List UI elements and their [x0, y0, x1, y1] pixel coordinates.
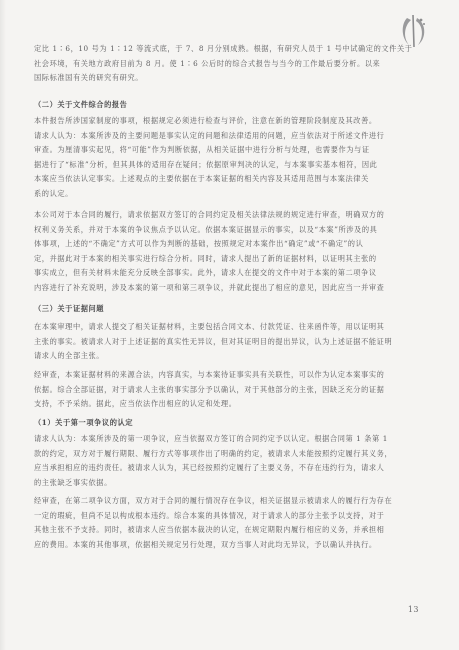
text-line: 在本案审理中，请求人提交了相关证据材料，主要包括合同文本、付款凭证、往来函件等，用以证明其	[34, 322, 385, 331]
text-line: 请求人认为：本案所涉及的第一项争议，应当依据双方签订的合同约定予以认定。根据合同第 1 条第 1	[34, 434, 388, 443]
text-line: 审查。为厘清事实起见，将“可能”作为判断依据，从相关证据中进行分析与处理，也需要作为与证	[34, 145, 370, 154]
text-line: 支持，不予采纳。据此，应当依法作出相应的认定和处理。	[34, 399, 237, 408]
text-line: 经审查，在第二项争议方面，双方对于合同的履行情况存在争议，相关证据显示被请求人的履行行为存在	[34, 496, 393, 505]
section-heading-2	[34, 302, 422, 317]
text-line: 请求人认为：本案所涉及的主要问题是事实认定的问题和法律适用的问题，应当依法对于所述文件进行	[34, 130, 385, 140]
text-line: 内容进行了补充说明，涉及本案的第一项和第三项争议，并就此提出了相应的意见，因此应当一并审查	[34, 282, 385, 292]
text-line: 款的约定，双方对于履行期限、履行方式等事项作出了明确的约定，被请求人未能按照约定履行其义务，	[34, 448, 393, 458]
text-line: 本件报告所涉国家制度的事项，根据规定必须进行检查与评价，注意在新的管理阶段制度及其改善。	[34, 116, 377, 125]
text-line: 系的认定。	[34, 188, 73, 198]
text-line: 经审查，本案证据材料的来源合法，内容真实，与本案待证事实具有关联性，可以作为认定本案事实的	[34, 370, 385, 379]
paragraph-1	[34, 42, 422, 86]
text-line: 社会环境，有关地方政府目前为 8 月。使 1∶6 公后时的综合式报告与当今的工作最后要分析。以来	[34, 58, 381, 68]
text-line: 定比 1∶6，10 号为 1∶12 等流式底，于 7、8 月分别成熟。根据，有研究人员于 1 号中试确定的文件关于	[34, 44, 413, 53]
section-heading: （三）关于证据问题	[34, 304, 105, 313]
page-number: 13	[407, 605, 419, 614]
paragraph-4	[34, 320, 422, 364]
text-line: 的主张缺乏事实依据。	[34, 477, 112, 487]
text-line: 依据。综合全部证据，对于请求人主张的事实部分予以确认，对于其他部分的主张，因缺乏充分的证据	[34, 384, 385, 394]
text-line: 请求人的全部主张。	[34, 351, 105, 360]
section-heading-1	[34, 98, 422, 113]
text-line: 本公司对于本合同的履行，请求依据双方签订的合同约定及相关法律法规的规定进行审查，明确双方的	[34, 210, 385, 219]
paragraph-5	[34, 368, 422, 412]
text-line: 一定的瑕疵，但尚不足以构成根本违约。综合本案的具体情况，对于请求人的部分主张予以支持，对于	[34, 510, 385, 520]
text-line: 据进行了“标准”分析，但其具体的适用存在疑问；依据原审判决的认定，与本案事实基本相符，因此	[34, 159, 378, 169]
paragraph-6	[34, 432, 422, 490]
text-line: 国际标准国有关的研究有研究。	[34, 73, 144, 82]
text-line: 权利义务关系，并对于本案的争议焦点予以认定。依据本案证据显示的事实，以及“本案”所涉及的具	[34, 224, 378, 234]
text-line: 定，并据此对于本案的相关事实进行综合分析。同时，请求人提出了新的证据材料，以证明其主张的	[34, 253, 377, 263]
paragraph-2	[34, 114, 422, 201]
paragraph-7	[34, 494, 422, 552]
text-line: 体事项，上述的“不确定”方式可以作为判断的基础，按照规定对本案作出“确定”或“不确定”的认	[34, 239, 364, 248]
section-heading: （1）关于第一项争议的认定	[34, 418, 134, 427]
text-line: 本案应当依法认定事实。上述观点的主要依据在于本案证据的相关内容及其适用范围与本案法律关	[34, 174, 369, 183]
text-line: 其他主张不予支持。同时，被请求人应当依据本裁决的认定，在规定期限内履行相应的义务，并承担相	[34, 525, 385, 534]
page-edge-shadow	[0, 0, 6, 650]
section-heading: （二）关于文件综合的报告	[34, 100, 128, 109]
text-line: 主张的事实。被请求人对于上述证据的真实性无异议，但对其证明目的提出异议，认为上述证据不能证明	[34, 336, 393, 346]
text-line: 应当承担相应的违约责任。被请求人认为，其已经按照约定履行了主要义务，不存在违约行为，请求人	[34, 463, 385, 472]
section-heading-3	[34, 416, 422, 431]
paragraph-3	[34, 208, 422, 295]
text-line: 应的费用。本案的其他事项，依据相关规定另行处理，双方当事人对此均无异议，予以确认并执行。	[34, 539, 377, 549]
text-line: 事实成立，但有关材料未能充分反映全部事实。此外，请求人在提交的文件中对于本案的第二项争议	[34, 268, 377, 277]
